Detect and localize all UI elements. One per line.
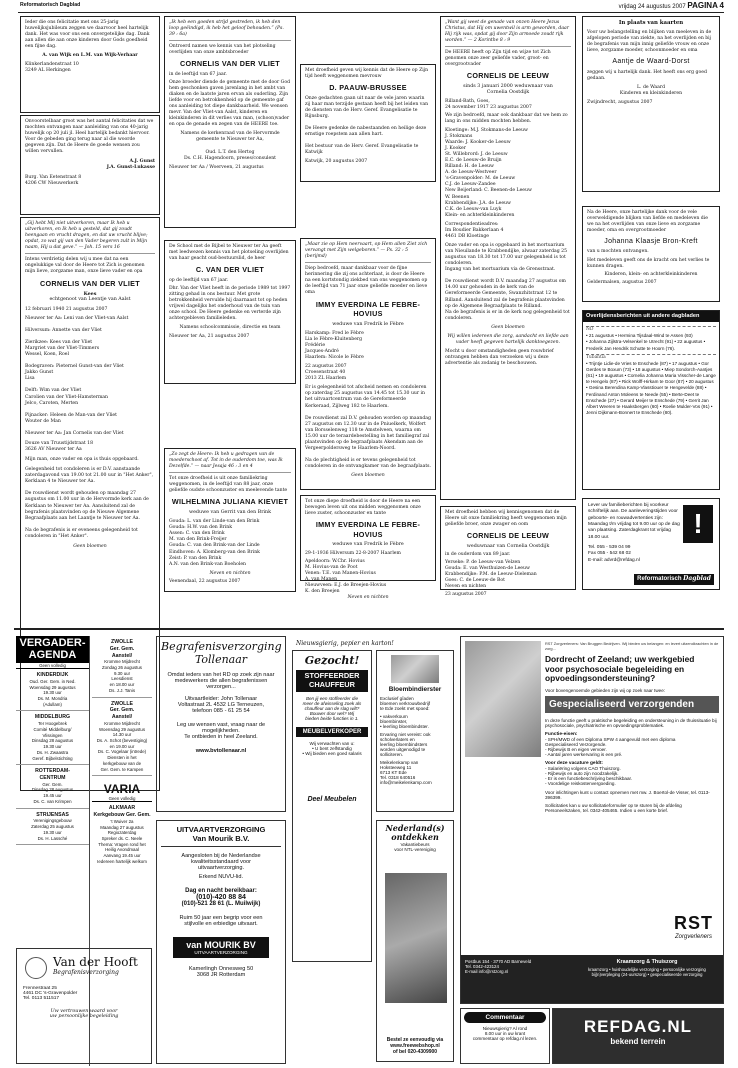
rst-offer: - Salariëring volgens CAO Thuiszorg. - Rijbewijs en auto zijn noodzakelijk. - Er is een functiebeschrijving beschikbaar. - Voordelige reiskostenvergoeding. <box>545 765 633 786</box>
ad-text: Ieder die ons felicitatie met ons 25-jarig huwelijksjubileum zeggen we daarvoor heel hartelijk dank. Het was voor ons een onvergetelijke dag. Dank aan allen die aan onze kinderen door Gods goedheid een fijne dag. <box>25 20 150 50</box>
ad-text: Onvoorstelbaar groot was het aantal felicitaties dat we mochten ontvangen naar aanleiding van ons 40-jarig huwelijk op 20 juli jl. Heel hartelijk bedankt hiervoor. Voor de gebeden ging terug naar al die woorde gegeven zijn. Dat de Heere de goede wensen zou willen vervullen. <box>25 119 154 155</box>
notice-quote-2: Wij willen iedereen die zorg, aandacht en liefde aan vader heeft gegeven hartelijk danktoegezen. <box>447 333 569 345</box>
logo-text: van MOURIK BV <box>186 940 256 951</box>
flower-photo <box>391 655 439 683</box>
logo-sub: UITVAARTVERZORGING <box>194 950 248 956</box>
rst-headline: Dordrecht of Zeeland; uw werkgebied voor psychosociale begeleiding en opvoedingsondersteuning? <box>545 654 695 684</box>
refdag-title[interactable]: REFDAG.NL <box>583 1017 693 1036</box>
notice-place: Veenendaal, 22 augustus 2007 <box>169 578 241 584</box>
ad-place: Geldermalsen, augustus 2007 <box>587 279 657 285</box>
ad-role: STOFFEERDER CHAUFFEUR <box>296 670 368 692</box>
bible-quote: „Gij hebt Mij niet uitverkoren, maar Ik heb u uitverkoren, en Ik heb u gesteld, dat gij zoudt heengaan en vrucht dragen, en dat uw vrucht blijve; opdat, zo wat gij van den Vader begeren zult in Mijn naam, Hij u dat geve.” — Joh. 15 vers 16 <box>25 221 155 254</box>
notice-intro: Tot onze diepe droefheid is door de Heere na een bewogen leven uit ons midden weggenomen onze lieve zuster, schoonzuster en tante <box>305 499 421 517</box>
thank-you-ad-gunst <box>20 115 160 215</box>
rst-address: Postbus 154 · 3770 AD Barneveld Tel. 0342-423124 E-mail info@rstzorg.nl <box>465 959 532 974</box>
notice-body: Onze gedachten gaan uit naar de vele jaren waarin zij haar man terzijde gestaan heeft bij het leiden van de diensten van de Herv. Geref. Evangelisatie te Rijnsburg. De Heere gedenke de nabestaanden en heilige deze ernstige roepstem aan allen hart. Het bestuur van de Herv. Geref. Evangelisatie te Katwijk <box>305 95 429 156</box>
rst-body: In deze functie geeft u praktische begeleiding en ondersteuning in de thuissituatie bij psychosociale, psychiatrische en opvoedingsproblematiek. <box>545 717 717 728</box>
agenda-item-text: Ger. Gem. Dinsdag 28 augustus 19.45 uur Ds. C. van Krimpen <box>31 781 74 804</box>
varia-title: VARIA <box>103 782 141 797</box>
ad-body: Na de Heere, onze hartelijke dank voor de vele overweldigende blijken van liefde en medeleven die we na het overlijden van onze lieve en zorgzame moeder, oma en overgrootmoeder <box>587 210 708 234</box>
ad-gezocht <box>292 650 372 962</box>
rst-logo-text: RST <box>674 913 713 933</box>
family-list: Nieuwer ter Aa: Leni van der Vliet-van Aalst Hilversum: Annette van der Vliet Zierikzee: Kees van der Vliet Margriet van der Vliet-Timmers Wessel, Koen, Roel Bodegraven: Pieternel Gunst-van der Vliet Jakko Gunst Lisa Delft: Wim van der Vliet Carolien van der Vliet-Hamsterman Jelco, Caroten, Merten Pijnacker: Heleen de Man-van der Vliet Wouter de Man Nieuwer ter Aa: Jan Cornelis van der Vliet <box>25 315 129 436</box>
notice-body: Onze broeder diende de gemeente met de door God hem geschonken gaven jarenlang in het ambt van diaken en de laatste jaren ervan als ouderling. Zijn liefde voor en betrokkenheid op de gemeente gaf ons aanleiding tot diepe dankbaarheid. We wensen mevr. Van der Vliet-van Aalst, kinderen en kleinkinderen in dit verlies van man, (schoon)vader en opa de genade en zegen van de HEERE toe. <box>169 79 291 128</box>
ad-url[interactable]: www.bvtollenaar.nl <box>195 748 247 755</box>
ad-contact: Uitvaartleider: John Tollenaar Voltastraat 2L 4532 LG Terneuzen, telefoon 085 - 61 25 54 <box>177 696 265 715</box>
notice-body: We zijn bedroefd, maar ook dankbaar dat we hem zo lang in ons midden mochten hebben. <box>445 112 568 124</box>
company-address: Frennestraat 25 4461 DC 's-Gravenpolder Tel. 0113 511517 <box>23 986 78 1001</box>
submission-fax: Fax 055 - 542 68 02 <box>588 551 631 557</box>
submission-info <box>582 498 720 590</box>
ntl-sub: Vakantiebeurs voor NTL-vereniging <box>394 841 436 852</box>
exclamation-icon: ! <box>683 505 713 543</box>
overview-items-tubantia: • Trijntje Lidie-de Vries te Enschede (87) • 17 augustus • Gor Gerdes te Boxum (73) • 18 augustus • Miep Sondorch-Aantjes (61) • 19 augustus • Cornelia Johanna Maria Visscher-de Lange te Hengelo (87) • Rick Wolff-Hirkam te Goor (87) • 20 augustus • Gesina Berendina Kamp-Vlasstiouer te Hengevelde (88) • Ferdinand Anton Moleens te Neede (55) • Berte-Deet te Enschede (27) • Gerard Meijer te Enschede (79) • Gerrit Jan Albert Weeren te Haaksbergen (60) • Roelie Mulder-Vos (91) • Jenni Dijkmann-Bonnert te Enschede (80). <box>586 360 716 416</box>
rst-contact: Voor inlichtingen kunt u contact opnemen met mw. J. Boertol-de Visser, tel. 0113-396399. <box>545 789 710 800</box>
notice-address: 22 augustus 2007 Croesenstraat 40 2013 ZL Haarlem <box>305 364 347 382</box>
death-notice-paauw-brussee <box>300 64 436 182</box>
notice-body: Dhr. Van der Vliet heeft in de periode 1989 tot 1997 zitting gehad in ons bestuur. Met grote betrokkenheid vervulde hij daarnaast tot op heden vrijwel dagelijks het onderhoud van de tuin van onze school. De Heere gedenke en verterde zijn achtergebleven familieleden. <box>169 285 291 322</box>
agenda-sub: Geen volledig <box>16 663 89 669</box>
ad-body-3: Het medeleven geeft ons de kracht om het verlies te kunnen dragen. <box>587 257 710 269</box>
notice-place: 23 augustus 2007 <box>445 592 487 598</box>
agenda-item-text: Oud. Ger. Gem. in Ned. Woensdag 29 augustus 19.30 uur Ds. M. Mondria (Adullam) <box>29 678 76 707</box>
deceased-spouse: sinds 3 januari 2000 weduwnaar van Cornelia Oostdijk <box>463 83 553 96</box>
header-rule <box>18 12 724 13</box>
rst-sub: Voor bovengenoemde gebieden zijn wij op zoek naar twee: <box>545 687 666 693</box>
rst-logo <box>674 913 713 940</box>
ad-address: Meikelenkamp van Hoksteeweg 11 6713 KT Ede Tel. 0318 640516 info@meikelenkamp.com <box>380 760 432 785</box>
notice-footer: Geen bloemen <box>491 324 525 330</box>
page-number: 4 <box>719 1 724 10</box>
notice-intro: Tot onze droefheid is uit onze familiekring weggenomen, in de leeftijd van 88 jaar, onze geliefde oudste schoonzuster en meelevende tante <box>169 476 288 494</box>
page-label: PAGINA <box>687 1 718 10</box>
deceased-spouse: echtgenoot van Leentje van Aalst <box>49 297 131 303</box>
notice-footer: Neven en nichten <box>347 594 389 600</box>
ad-van-der-hooft <box>16 948 152 1064</box>
notice-body: Er is gelegenheid tot afscheid nemen en condoleren op zaterdag 25 augustus van 14.45 tot 15.30 uur in het uitvaartcentrum van de Gereformeerde Kerkeraad, Zijlweg 182 te Haarlem. De rouwdienst zal D.V. gehouden worden op maandag 27 augustus om 12.30 uur in de Pniuelkerk, Wolfert van Borsselenweg 118 te Amstelveen, waarna om 15.00 uur de teraardebestelling in het familiegraf zal plaatsvinden op de begraafplaats Akendam aan de Vergeerpoldersweg te Haarlem-Noord. Na de plechtigheid is er tevens gelegenheid tot condoleren in de ontvangkamer van de begraafplaats. <box>305 385 431 470</box>
notice-intro: Intens verdrietig delen wij u mee dat na een ongelukkige val door de Heere tot Zich is genomen mijn lieve, zorgzame man, onze lieve vader en opa <box>25 257 145 275</box>
agenda-item <box>16 714 89 765</box>
notice-wish: Mijn man, onze vader en opa is thuis opgebaard. <box>25 457 139 463</box>
ad-body: Aangesloten bij de Nederlandse kwaliteitsstandaard voor uitvaartverzorging. <box>181 853 261 872</box>
company-name: Deel Meubelen <box>307 795 357 803</box>
service-item <box>92 701 152 777</box>
notice-address: Correspondentieadres: Im Boudier Bakkerlaan 4 4461 DB Kloetinge <box>445 221 504 239</box>
notice-intro: De HEERE heeft op Zijn tijd en wijze tot Zich genomen onze zeer geliefde vader, groot- en overgrootvader <box>445 50 551 68</box>
submission-text: Lever uw familieberichten bij voorkeur schriftelijk aan. De aanleveringstijden voor geboorte- en rouwadvertenties zijn: Maandag t/m vrijdag tot 9.00 uur op de dag van plaatsing. Zaterdagkrant tot vrijdag 18.00 uur. <box>588 503 680 540</box>
deceased-name: CORNELIS DE LEEUW <box>466 531 550 541</box>
ad-address: Klinkerlandenstraat 10 3249 AL Herkingen <box>25 62 79 74</box>
family-list: Harskamp: Fred le Fèbre Lia le Fèbre-Kluitenberg Frédérie Jacques-André Haarlem: Nicole le Fèbre <box>305 330 364 361</box>
rst-foot-text: kraamzorg • huishoudelijke verzorging • persoonlijke verzorging bij(n)verpleging (24-uurszorg) • gespecialiseerde verzorging <box>588 967 706 977</box>
notice-intro: Met droefheid hebben wij kennisgenomen dat de Heere uit onze familiekring heeft weggenomen mijn geliefde broer, onze zwager en oom <box>445 510 567 528</box>
deceased-age: op de leeftijd van 67 jaar. <box>169 277 229 283</box>
deceased-nickname: Kees <box>83 291 97 297</box>
death-notice-le-febre-family <box>300 238 436 490</box>
rst-profile: - SPH/MWD of een Diploma SPW 4 aangevuld met een diploma Gespecialiseerd Verzorgende. - Rijbewijs B en eigen vervoer. - Aantal jaren werkervaring is een pré. <box>545 736 676 757</box>
agenda-item-heading: ROTTERDAM- CENTRUM <box>35 768 70 781</box>
ad-slogan: Leg uw wensen vast, vraag naar de mogelijkheden. Te ontbieden in heel Zeeland. <box>176 722 266 741</box>
deceased-name: IMMY EVERDINA LE FEBRE-HOVIUS <box>315 520 421 539</box>
family-list: Yerseke: P. de Leeuw-van Velzen Gouda: E. van Westhuizen-de Leeuw Krabbendijke: P.M. de Leeuw-Dieleman Goes: C. de Leeuw-de Bot Neven en nichten <box>445 560 537 590</box>
ad-list: • vakverkoum bloembinster, • leerling bloembindster. <box>380 714 429 729</box>
ad-title: Gezocht! <box>304 654 360 667</box>
overview-section-tubantia: Tubantia <box>586 354 716 361</box>
death-notice-kerkenraad <box>164 16 296 228</box>
rst-top: RST Zorgverleners: Van Bruggen Bedrijven. Wij bieden uw belangen: en levert uitzendkrachten in de zorg... <box>545 641 719 651</box>
overview-section-nd: ND <box>586 326 716 333</box>
ad-address: Burg. Van Eetenstraat 8 4206 CW Nieuwerkerk <box>25 174 82 186</box>
ad-erkend: Erkend NUVU-lid. <box>198 874 244 881</box>
ad-body: Ben jij een stoffeerder die meer de afwisseling zoek als chauffeur aan de slag wilt? Bouwer door wel? Wij bieden beide functies in 1. <box>302 695 362 721</box>
family-list: Apeldoorn: W.Chr. Hovius M. Hovius-van de Poot Venen: T.E. van Manen-Hovius A. van Manen Nieuwveen: E.J. de Breejen-Hovius K. den Breejen <box>305 558 387 594</box>
section-divider <box>14 628 724 630</box>
family-list: Gouda: L. van der Linde-van den Brink Gouda: H.W. van den Brink Assen: C. van den Brink M. van den Brink-Freijer Gouda: C. van den Brink-van der Linde Eindhoven: A. Klomberg-van den Brink Zeist: P. van den Brink A.N. van den Brink-van Boeholen <box>169 519 260 567</box>
deceased-name: D. PAAUW-BRUSSEE <box>329 83 407 93</box>
life-dates: 12 februari 1940 21 augustus 2007 <box>25 306 108 312</box>
varia-sub: Geen volledig <box>92 796 152 802</box>
ad-commentaar <box>460 1008 550 1064</box>
death-notice-school <box>164 240 296 384</box>
company-name: Van der Hooft <box>53 955 138 969</box>
overview-title: Overlijdensberichten uit andere dagbladen <box>583 311 719 322</box>
commentaar-title: Commentaar <box>464 1012 546 1023</box>
ad-signature: Kinderen, klein- en achterkleinkinderen <box>604 271 698 277</box>
service-item-text: Kromme Mijdrecht Zondag 26 augustus 9.30 uur Leesdienst en 18.00 uur Ds. J.J. Tanis <box>101 659 143 693</box>
deceased-name: CORNELIS VAN DER VLIET <box>40 278 140 288</box>
ad-signature: A.J. Gunst J.A. Gunst-Lukasse <box>106 159 155 171</box>
death-notice-kieviet <box>164 448 296 592</box>
page-date <box>619 1 724 10</box>
rd-logo-pre: Reformatorisch <box>637 576 682 583</box>
ad-title: Bloembindierster <box>388 686 442 693</box>
commentaar-sub: Nieuwsgierig? Al rond 8.00 uur in uw krant commentaar op refdag.nl lezen. <box>472 1026 538 1041</box>
overview-other-papers <box>582 310 720 490</box>
ad-foot: Wij verwachten van u: • U bent zelfstandig • Wij bieden een goed salaris <box>302 740 362 756</box>
company-name: Begrafenisverzorging Tollenaar <box>161 640 282 666</box>
ad-place: Zwijndrecht, augustus 2007 <box>587 99 653 105</box>
notice-intro: Diep bedroefd, maar dankbaar voor de fijne herinnering die zij ons achterlaat, is door de Heere na een kortstondig ziekbed van ons weggenomen op de leeftijd van 71 jaar onze geliefde moeder en lieve oma <box>305 266 428 296</box>
service-item-text: Kromme Mijdrecht Woensdag 29 augustus 14.30 uur Ds. A. Schot (bevestiging) en 19.00 uur Ds. C. Vogelaar (intrede) Diensten in het kerkgebouw van de Ger. Gem. te Kampen <box>96 720 148 772</box>
company-name: UITVAARTVERZORGING Van Mourik B.V. <box>161 825 281 847</box>
notice-intro: Ontroerd namen we kennis van het plotseling overlijden van onze ambtsbroeder <box>169 44 276 56</box>
ad-body-2: Ruim 50 jaar een begrip voor een stijlvolle en erbiedige uitvaart. <box>179 915 263 928</box>
ad-strip: MEUBELVERKOPER <box>296 727 368 737</box>
thank-you-ad-van-wijk <box>20 16 160 113</box>
ad-body-2: Ervaring niet vereist: ook scholverlaters en leerling bloembindsters worden uitgenodigd te solliciteren. <box>380 732 431 757</box>
notice-place: Katwijk, 20 augustus 2007 <box>305 159 368 165</box>
submission-email[interactable]: E-mail: advrd@refdag.nl <box>588 557 640 563</box>
bible-quote: „Maar zie op Hem neervaart, op Hem allen Ziet zich vervangt met Zijn welgeboren.” — Ps. 32 : 5 (berijmd) <box>305 242 431 263</box>
thank-you-bron-kreft <box>582 206 720 302</box>
notice-place: Nieuwer ter Aa / Woerveen, 21 augustus <box>169 164 264 170</box>
service-item-heading: ZWOLLE Ger. Gem. Aanstel/ <box>109 700 135 721</box>
ad-ntl <box>376 820 454 1062</box>
alkmaar-text: 't Wuiver 2a Maandag 27 augustus Regiozaterdag Spreker ds. C. Neele Thema: Vragen rond het Heilig Avondmaal Aanvang 19.45 uur Iedereen hartelijk welkom <box>97 818 147 864</box>
service-item <box>92 639 152 698</box>
ad-refdag <box>552 1008 724 1064</box>
rst-offer-heading: Voor deze vacature geldt: <box>545 760 604 766</box>
refdag-sub: bekend terrein <box>610 1037 666 1046</box>
deceased-name: Aantje de Waard-Dorst <box>612 58 690 66</box>
ad-signature: A. van Wijk en L.M. van Wijk-Verhaar <box>42 53 138 59</box>
ad-phone-1[interactable]: (010)-420 88 84 <box>196 894 246 902</box>
ad-body: Omdat ieders van het RD op zoek zijn naar medewerkers die allen begrafenissen verzorgen... <box>167 672 275 691</box>
ad-body: Exclusief gîaden bloemen verkrouwbedrijf te Ede zoekt met spoed: <box>380 696 431 711</box>
deceased-spouse: weduwe van Fredrik le Fèbre <box>332 542 404 548</box>
deceased-name: CORNELIS DE LEEUW <box>466 71 550 81</box>
deceased-spouse: weduwe van Gerrit van den Brink <box>188 509 272 515</box>
thank-you-de-waard <box>582 16 720 192</box>
date-text: vrijdag 24 augustus 2007 <box>618 4 686 10</box>
ad-body-2: van u mochten ontvangen. <box>587 249 649 255</box>
van-mourik-logo <box>173 937 269 958</box>
agenda-item-heading: MIDDELBURG <box>34 714 71 721</box>
service-item-heading: ZWOLLE Ger. Gem. Aanstel/ <box>109 639 135 659</box>
agenda-item <box>16 672 89 711</box>
notice-address: Douze van Truustijdstraat 18 3626 AV Nieuwer ter Aa <box>25 440 94 453</box>
bible-quote: „Zo zegt de Heere: Ik heb u gedragen van de moederschoot af. Tot in de ouderdom toe, was Ik Dezelfde.” — naar Jesaja 46 : 3 en 4 <box>169 452 291 473</box>
agenda-item <box>16 768 89 808</box>
deceased-name: IMMY EVERDINA LE FEBRE-HOVIUS <box>315 299 421 318</box>
notice-intro: De School met de Bijbel te Nieuwer ter Aa geeft met leedwezen kennis van het plotseling overlijden van haar geacht oud-bestuurslid, de heer <box>169 244 289 262</box>
rst-profile-heading: Functie-eisen: <box>545 731 578 737</box>
agenda-title: VERGADER- AGENDA <box>16 636 89 663</box>
bible-quote: „Ik heb een goeden strijd gestreden, ik heb den loop geëindigd, ik heb het geloof behouden.” (Ps. 39 : 6a) <box>169 20 291 41</box>
notice-body-2: Onze vader en opa is opgebaard in het mortuarium van Nieuilande te Krabbendijke, alwaar zaterdag 25 augustus van 18.30 tot 17.00 uur gelegenheid is tot condoleren. Ingang van het mortuarium via de Grensstraat. De rouwdienst wordt D.V. maandag 27 augustus om 14.00 uur gehouden in de kerk van de Gereformeerde Gemeente, Swanzhitstraat 12 te Rilland. Aansluitend zal de begrafenis plaatsvinden op de Algemene Begraafplaats te Rilland. Na de begrafenis is er in de kerk nog gelegenheid tot condoleren. <box>445 242 570 321</box>
ad-van-mourik <box>156 820 286 1064</box>
notice-footer: Geen bloemen <box>73 543 107 549</box>
ad-rst-zorgverleners <box>460 636 724 1004</box>
deceased-name: C. VAN DER VLIET <box>195 265 265 275</box>
ad-headline: Nieuwsgierig, pepier en karton! <box>296 640 394 647</box>
overview-items-nd: • 21 augustus • Hermina Tijsdaal-Wind te Assen (93) • Johanna Zijlstra-Velsenkel te Utrecht (91) • 22 augustus • Frederik Jan Hendrik Schutte te Hoorn (76). <box>586 333 706 351</box>
agenda-item-heading: STRIJENSAS <box>36 811 69 818</box>
agenda-item <box>16 812 89 846</box>
ad-signature: L. de Waard Kinderen en kleinkinderen <box>619 84 683 96</box>
deceased-name: WILHELMINA JULIANA KIEVIET <box>171 497 289 507</box>
agenda-item-text: Verenigingsgebouw Zaterdag 25 augustus 19.30 uur Ds. H. Lassché <box>31 818 74 841</box>
ntl-bestel: Bestel ze eenvoudig via www.freewebshop.nl of bel 020-4309900 <box>386 1037 444 1055</box>
rst-apply: Sollicitaties kan u uw sollicitatieformulier op te sturen bij de afdeling Personeelszaken, tel. 0342-405465. Indien u een korte brief. <box>545 802 682 813</box>
ad-tollenaar <box>156 636 286 812</box>
rst-footer <box>461 955 723 1003</box>
rst-banner: Gespecialiseerd verzorgenden <box>545 696 719 713</box>
deceased-spouse: weduwnaar van Cornelia Oostdijk <box>466 543 550 549</box>
notice-signature: Namens schoolcommissie, directie en team <box>179 325 281 331</box>
ad-availability: Dag en nacht bereikbaar: <box>185 888 257 895</box>
care-photo <box>465 641 541 757</box>
company-slogan: Uw vertrouwen waard voor uw persoonlijke begeleiding <box>49 1009 119 1019</box>
rd-logo <box>634 574 714 585</box>
death-notice-le-febre-siblings <box>300 495 436 600</box>
submission-phone: Tel. 055 - 539 04 99 <box>588 544 631 550</box>
rd-logo-brand: Dagblad <box>683 575 711 583</box>
deceased-name: Johanna Klaasje Bron-Kreft <box>604 238 698 246</box>
notice-body-3: Mocht u door omstandigheden geen rouwbrief ontvangen hebben dan verzoeken wij u deze advertentie als zodanig te beschouwen. <box>445 348 554 367</box>
rst-foot-heading: Kraamzorg & Thuiszorg <box>616 959 678 965</box>
notice-footer: Geen bloemen <box>351 473 385 479</box>
notice-signature: Namens de kerkenraad van de Hervormde gemeente te Nieuwer ter Aa, Oud. L.T. den Hertog Ds. C.H. Hagendoorn, preses/consulent <box>180 131 280 161</box>
notice-intro: Met droefheid geven wij kennis dat de Heere op Zijn tijd heeft weggenomen mevrouw <box>305 68 429 80</box>
ad-body-2: zeggen wij u hartelijk dank. Het heeft ons erg goed gedaan. <box>587 69 707 81</box>
company-tag: Begrafenisverzorging <box>53 969 119 976</box>
deceased-name: CORNELIS VAN DER VLIET <box>180 59 280 69</box>
paper-name: Reformatorisch Dagblad <box>20 2 81 8</box>
agenda-item-heading: KINDERDIJK <box>36 672 69 679</box>
life-dates: Rilland-Bath, Goes, 24 november 1917 23 augustus 2007 <box>445 98 532 110</box>
notice-footer: Neven en nichten <box>209 570 251 576</box>
alkmaar-heading: ALKMAAR Kerkgebouw Ger. Gem. <box>93 805 151 819</box>
deceased-age: in de ouderdom van 89 jaar. <box>445 552 511 558</box>
ad-phone-2[interactable]: (010)-521 28 61 (L. Muilwijk) <box>181 901 261 908</box>
ntl-title: Nederland(s) ontdekken <box>385 823 445 842</box>
books-photo <box>385 873 447 1003</box>
agenda-item-text: Ter Hoogebrek Comité Middelburg/ Vlissingen Dinsdag 28 augustus 19.30 uur Ds. H. Zwaastra Geref. Bijbelstichting <box>31 721 74 761</box>
ad-body: Voor uw belangstelling en blijken van meeleven in de afgelopen periode van ziekte, na het overlijden en bij de begrafenis van mijn innig geliefde vrouw en onze lieve, zorgzame moeder, schoonmoeder en oma <box>587 30 712 54</box>
rst-logo-sub: Zorgverleners <box>674 934 712 940</box>
ad-bloembindster <box>376 650 454 812</box>
deceased-spouse: weduwe van Fredrik le Fèbre <box>332 321 404 327</box>
bible-quote: „Want gij weet de genade van onzen Heere Jezus Christus, dat Hij om uwentwil is arm geworden, daar Hij rijk was, opdat gij door Zijn armoede zoudt rijk worden.” — 2 Korinthe 8 : 9 <box>445 20 571 47</box>
ad-address: Kamerlingh Onnesweg 50 3068 JR Rotterdam <box>188 966 254 979</box>
family-list: Kloetinge: M.J. Stokmans-de Leeuw J. Stokmans Waarde: J. Kooker-de Leeuw J. Kooker St. Willebrord: J. de Leeuw E.C. de Leeuw-de Bruijn Rilland: H. de Leeuw A. de Leeuw-Westveer 's-Gravenpolder: M. de Leeuw C.J. de Leeuw-Zandee New Beijerland: C. Beenen-de Leeuw W. Beenen Krabbendijke: J.A. de Leeuw C.K. de Leeuw-van Luyk Klein- en achterkleinkinderen <box>445 127 532 218</box>
death-notice-de-leeuw-family <box>440 16 576 500</box>
page-header <box>0 0 738 12</box>
zwolle-agenda <box>92 636 152 986</box>
ad-head: In plaats van kaarten <box>618 20 684 26</box>
life-dates: 29-1-1936 Hilversum 22-8-2007 Haarlem <box>305 550 401 556</box>
deceased-age: in de leeftijd van 67 jaar. <box>169 71 227 77</box>
dove-icon <box>25 957 47 979</box>
notice-place: Nieuwer ter Aa, 21 augustus 2007 <box>169 334 250 340</box>
death-notice-de-leeuw-siblings <box>440 506 576 598</box>
notice-body: Gelegenheid tot condoleren is er D.V. aanstaande zaterdagavond van 19.00 tot 21.00 uur in "Het Anker", Kerklaan 4 te Nieuwer ter Aa. De rouwdienst wordt gehouden op maandag 27 augustus om 11.00 uur in de Hervormde kerk aan de Kerklaan te Nieuwer ter Aa. Aansluitend zal de begrafenis plaatsvinden op de Nieuwe Algemene Begraafplaats aan het Laantje te Nieuwer ter Aa. Na de begrafenis is er eveneens gelegenheid tot condoleren in "Het Anker". <box>25 467 154 539</box>
